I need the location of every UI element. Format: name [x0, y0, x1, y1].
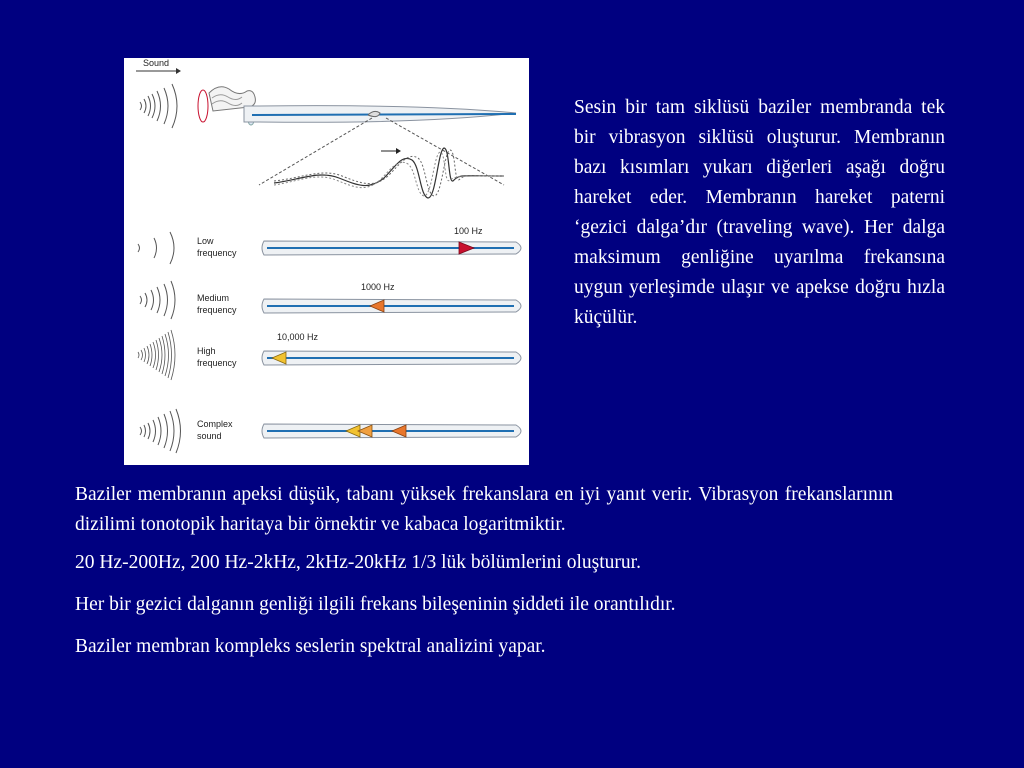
bottom-paragraph-3: Her bir gezici dalganın genliği ilgili frekans bileşeninin şiddeti ile orantılıdır.	[75, 594, 676, 615]
bottom-paragraph-1: Baziler membranın apeksi düşük, tabanı yüksek frekanslara en iyi yanıt verir. Vibrasyon frekanslarının dizilimi tonotopik haritaya bir örnektir ve kabaca logaritmiktir.	[75, 484, 893, 535]
row-medium-frequency	[140, 281, 521, 319]
frequency-label: 1000 Hz	[361, 282, 395, 292]
frequency-label: 100 Hz	[454, 226, 483, 236]
row-label-line1: High	[197, 346, 216, 356]
low-frequency-waves	[138, 232, 174, 264]
row-label-line2: frequency	[197, 248, 237, 258]
bottom-text-block	[75, 480, 893, 674]
uncoiled-cochlea	[198, 87, 516, 125]
row-complex-sound	[140, 409, 521, 453]
zoom-line-right	[386, 118, 504, 185]
traveling-wave-figure	[124, 58, 529, 465]
medium-frequency-waves	[140, 281, 175, 319]
high-frequency-waves	[138, 330, 175, 380]
row-label-line1: Low	[197, 236, 214, 246]
top-sound-waves	[140, 84, 177, 128]
row-label-line2: frequency	[197, 305, 237, 315]
row-high-frequency	[138, 330, 521, 380]
bottom-paragraph-2: 20 Hz-200Hz, 200 Hz-2kHz, 2kHz-20kHz 1/3 lük bölümlerini oluşturur.	[75, 552, 641, 573]
sound-label: Sound	[143, 58, 170, 68]
side-paragraph: Sesin bir tam siklüsü baziler membranda tek bir vibrasyon siklüsü oluşturur. Membranın bazı kısımları yukarı diğerleri aşağı doğru hareket eder. Membranın hareket paterni ‘gezici dalga’dır (traveling wave). Her dalga maksimum genliğine uyarılma frekansına uygun yerleşimde ulaşır ve apekse doğru hızla küçülür.	[574, 97, 945, 328]
row-low-frequency	[138, 226, 521, 264]
traveling-wave-curves	[274, 148, 504, 198]
row-label-line1: Complex	[197, 419, 233, 429]
sound-arrowhead	[176, 68, 181, 74]
complex-sound-waves	[140, 409, 181, 453]
row-label-line1: Medium	[197, 293, 230, 303]
figure-svg	[124, 58, 529, 465]
row-label-line2: sound	[197, 431, 222, 441]
row-label-line2: frequency	[197, 358, 237, 368]
frequency-label: 10,000 Hz	[277, 332, 319, 342]
wave-direction-arrowhead	[396, 148, 401, 154]
bottom-paragraph-4: Baziler membran kompleks seslerin spektral analizini yapar.	[75, 636, 546, 657]
